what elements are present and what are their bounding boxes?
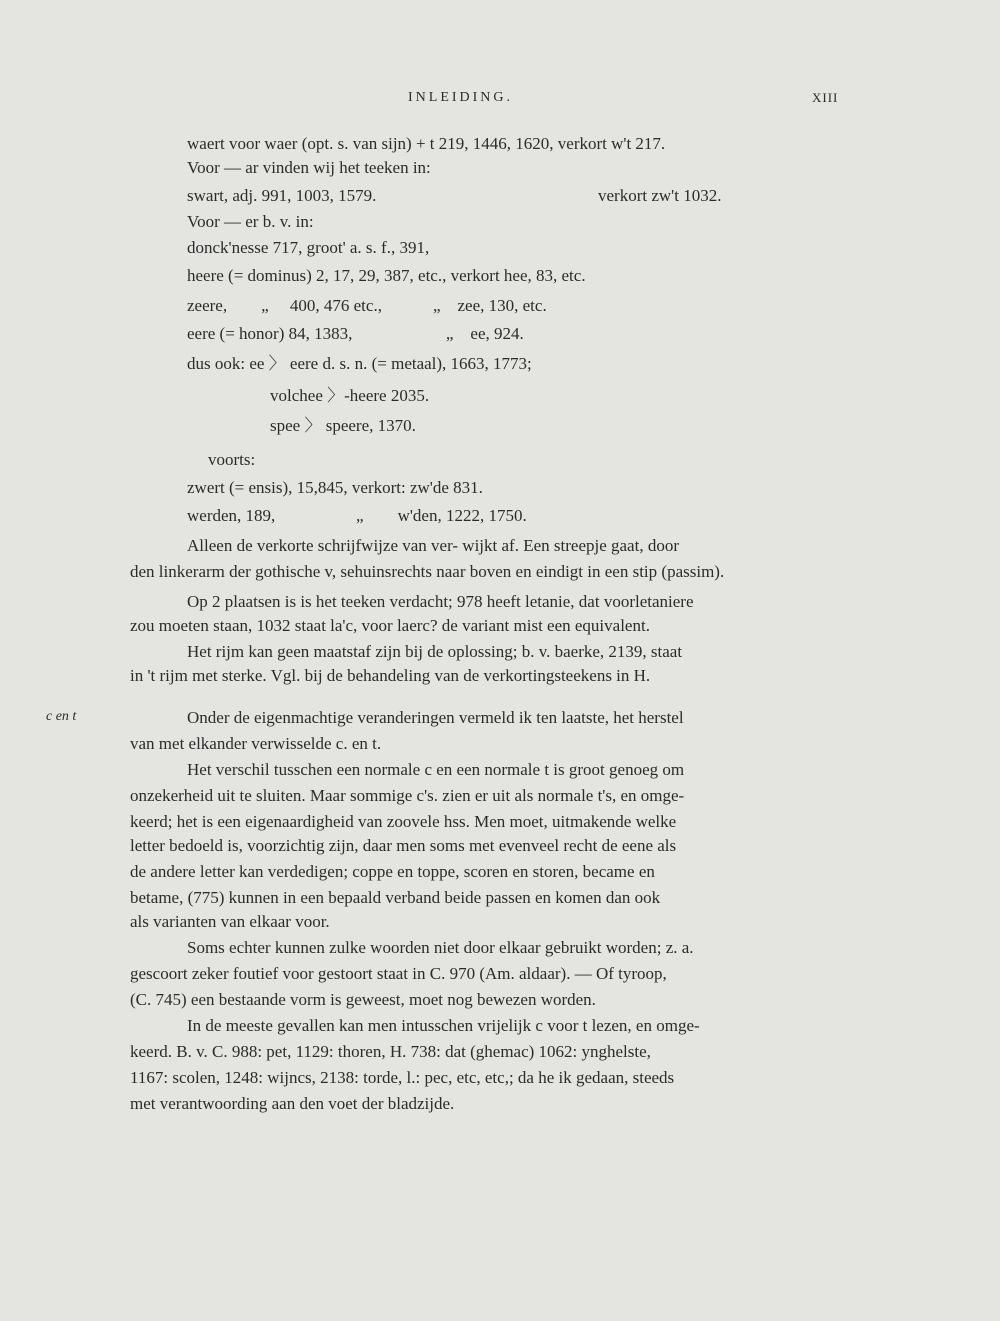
text-line: van met elkander verwisselde c. en t.	[130, 734, 382, 753]
text-line: gescoort zeker foutief voor gestoort staat in C. 970 (Am. aldaar). — Of tyroop,	[130, 964, 667, 983]
text-line: Op 2 plaatsen is is het teeken verdacht; 978 heeft letanie, dat voorletaniere	[187, 592, 694, 611]
text-line: Het rijm kan geen maatstaf zijn bij de oplossing; b. v. baerke, 2139, staat	[187, 642, 683, 661]
text-line: keerd. B. v. C. 988: pet, 1129: thoren, H. 738: dat (ghemac) 1062: ynghelste,	[130, 1042, 651, 1061]
text-line: keerd; het is een eigenaardigheid van zoovele hss. Men moet, uitmakende welke	[130, 812, 677, 831]
text-line: voorts:	[208, 450, 256, 469]
text-line: de andere letter kan verdedigen; coppe en toppe, scoren en storen, became en	[130, 862, 655, 881]
text-line: Voor — ar vinden wij het teeken in:	[187, 158, 431, 177]
text-line: (C. 745) een bestaande vorm is geweest, moet nog bewezen worden.	[130, 990, 596, 1009]
text-line: zeere, „ 400, 476 etc., „ zee, 130, etc.	[187, 296, 547, 315]
text-line: Onder de eigenmachtige veranderingen vermeld ik ten laatste, het herstel	[187, 708, 684, 727]
text-line: zou moeten staan, 1032 staat la'c, voor laerc? de variant mist een equivalent.	[130, 616, 650, 635]
text-line: als varianten van elkaar voor.	[130, 912, 330, 931]
text-line: met verantwoording aan den voet der bladzijde.	[130, 1094, 455, 1113]
margin-note: c en t	[46, 709, 77, 724]
text-line: Alleen de verkorte schrijfwijze van ver- wijkt af. Een streepje gaat, door	[187, 536, 679, 555]
text-line: betame, (775) kunnen in een bepaald verband beide passen en komen dan ook	[130, 888, 661, 907]
text-line: In de meeste gevallen kan men intusschen vrijelijk c voor t lezen, en omge-	[187, 1016, 700, 1035]
text-line: donck'nesse 717, groot' a. s. f., 391,	[187, 238, 430, 257]
text-line: onzekerheid uit te sluiten. Maar sommige c's. zien er uit als normale t's, en omge-	[130, 786, 685, 805]
text-line: eere (= honor) 84, 1383, „ ee, 924.	[187, 324, 524, 343]
text-line: Soms echter kunnen zulke woorden niet door elkaar gebruikt worden; z. a.	[187, 938, 694, 957]
text-line: dus ook: ee 〉 eere d. s. n. (= metaal), 1663, 1773;	[187, 354, 532, 373]
text-line: swart, adj. 991, 1003, 1579.	[187, 186, 377, 205]
text-line: den linkerarm der gothische v, sehuinsrechts naar boven en eindigt in een stip (passim).	[130, 562, 725, 581]
page-number: XIII	[812, 90, 839, 105]
text-line: waert voor waer (opt. s. van sijn) + t 219, 1446, 1620, verkort w't 217.	[187, 134, 666, 153]
text-line: 1167: scolen, 1248: wijncs, 2138: torde, l.: pec, etc, etc,; da he ik gedaan, steeds	[130, 1068, 675, 1087]
text-line: volchee 〉-heere 2035.	[270, 386, 430, 405]
text-line: Voor — er b. v. in:	[187, 212, 314, 231]
running-header	[0, 90, 1000, 112]
text-line: in 't rijm met sterke. Vgl. bij de behandeling van de verkortingsteekens in H.	[130, 666, 651, 685]
text-line: zwert (= ensis), 15,845, verkort: zw'de 831.	[187, 478, 483, 497]
text-line: heere (= dominus) 2, 17, 29, 387, etc., verkort hee, 83, etc.	[187, 266, 586, 285]
text-line: spee 〉 speere, 1370.	[270, 416, 416, 435]
text-line: Het verschil tusschen een normale c en een normale t is groot genoeg om	[187, 760, 685, 779]
text-line: verkort zw't 1032.	[598, 186, 722, 205]
running-title: INLEIDING.	[408, 90, 514, 105]
text-line: letter bedoeld is, voorzichtig zijn, daar men soms met evenveel recht de eene als	[130, 836, 677, 855]
text-line: werden, 189, „ w'den, 1222, 1750.	[187, 506, 527, 525]
